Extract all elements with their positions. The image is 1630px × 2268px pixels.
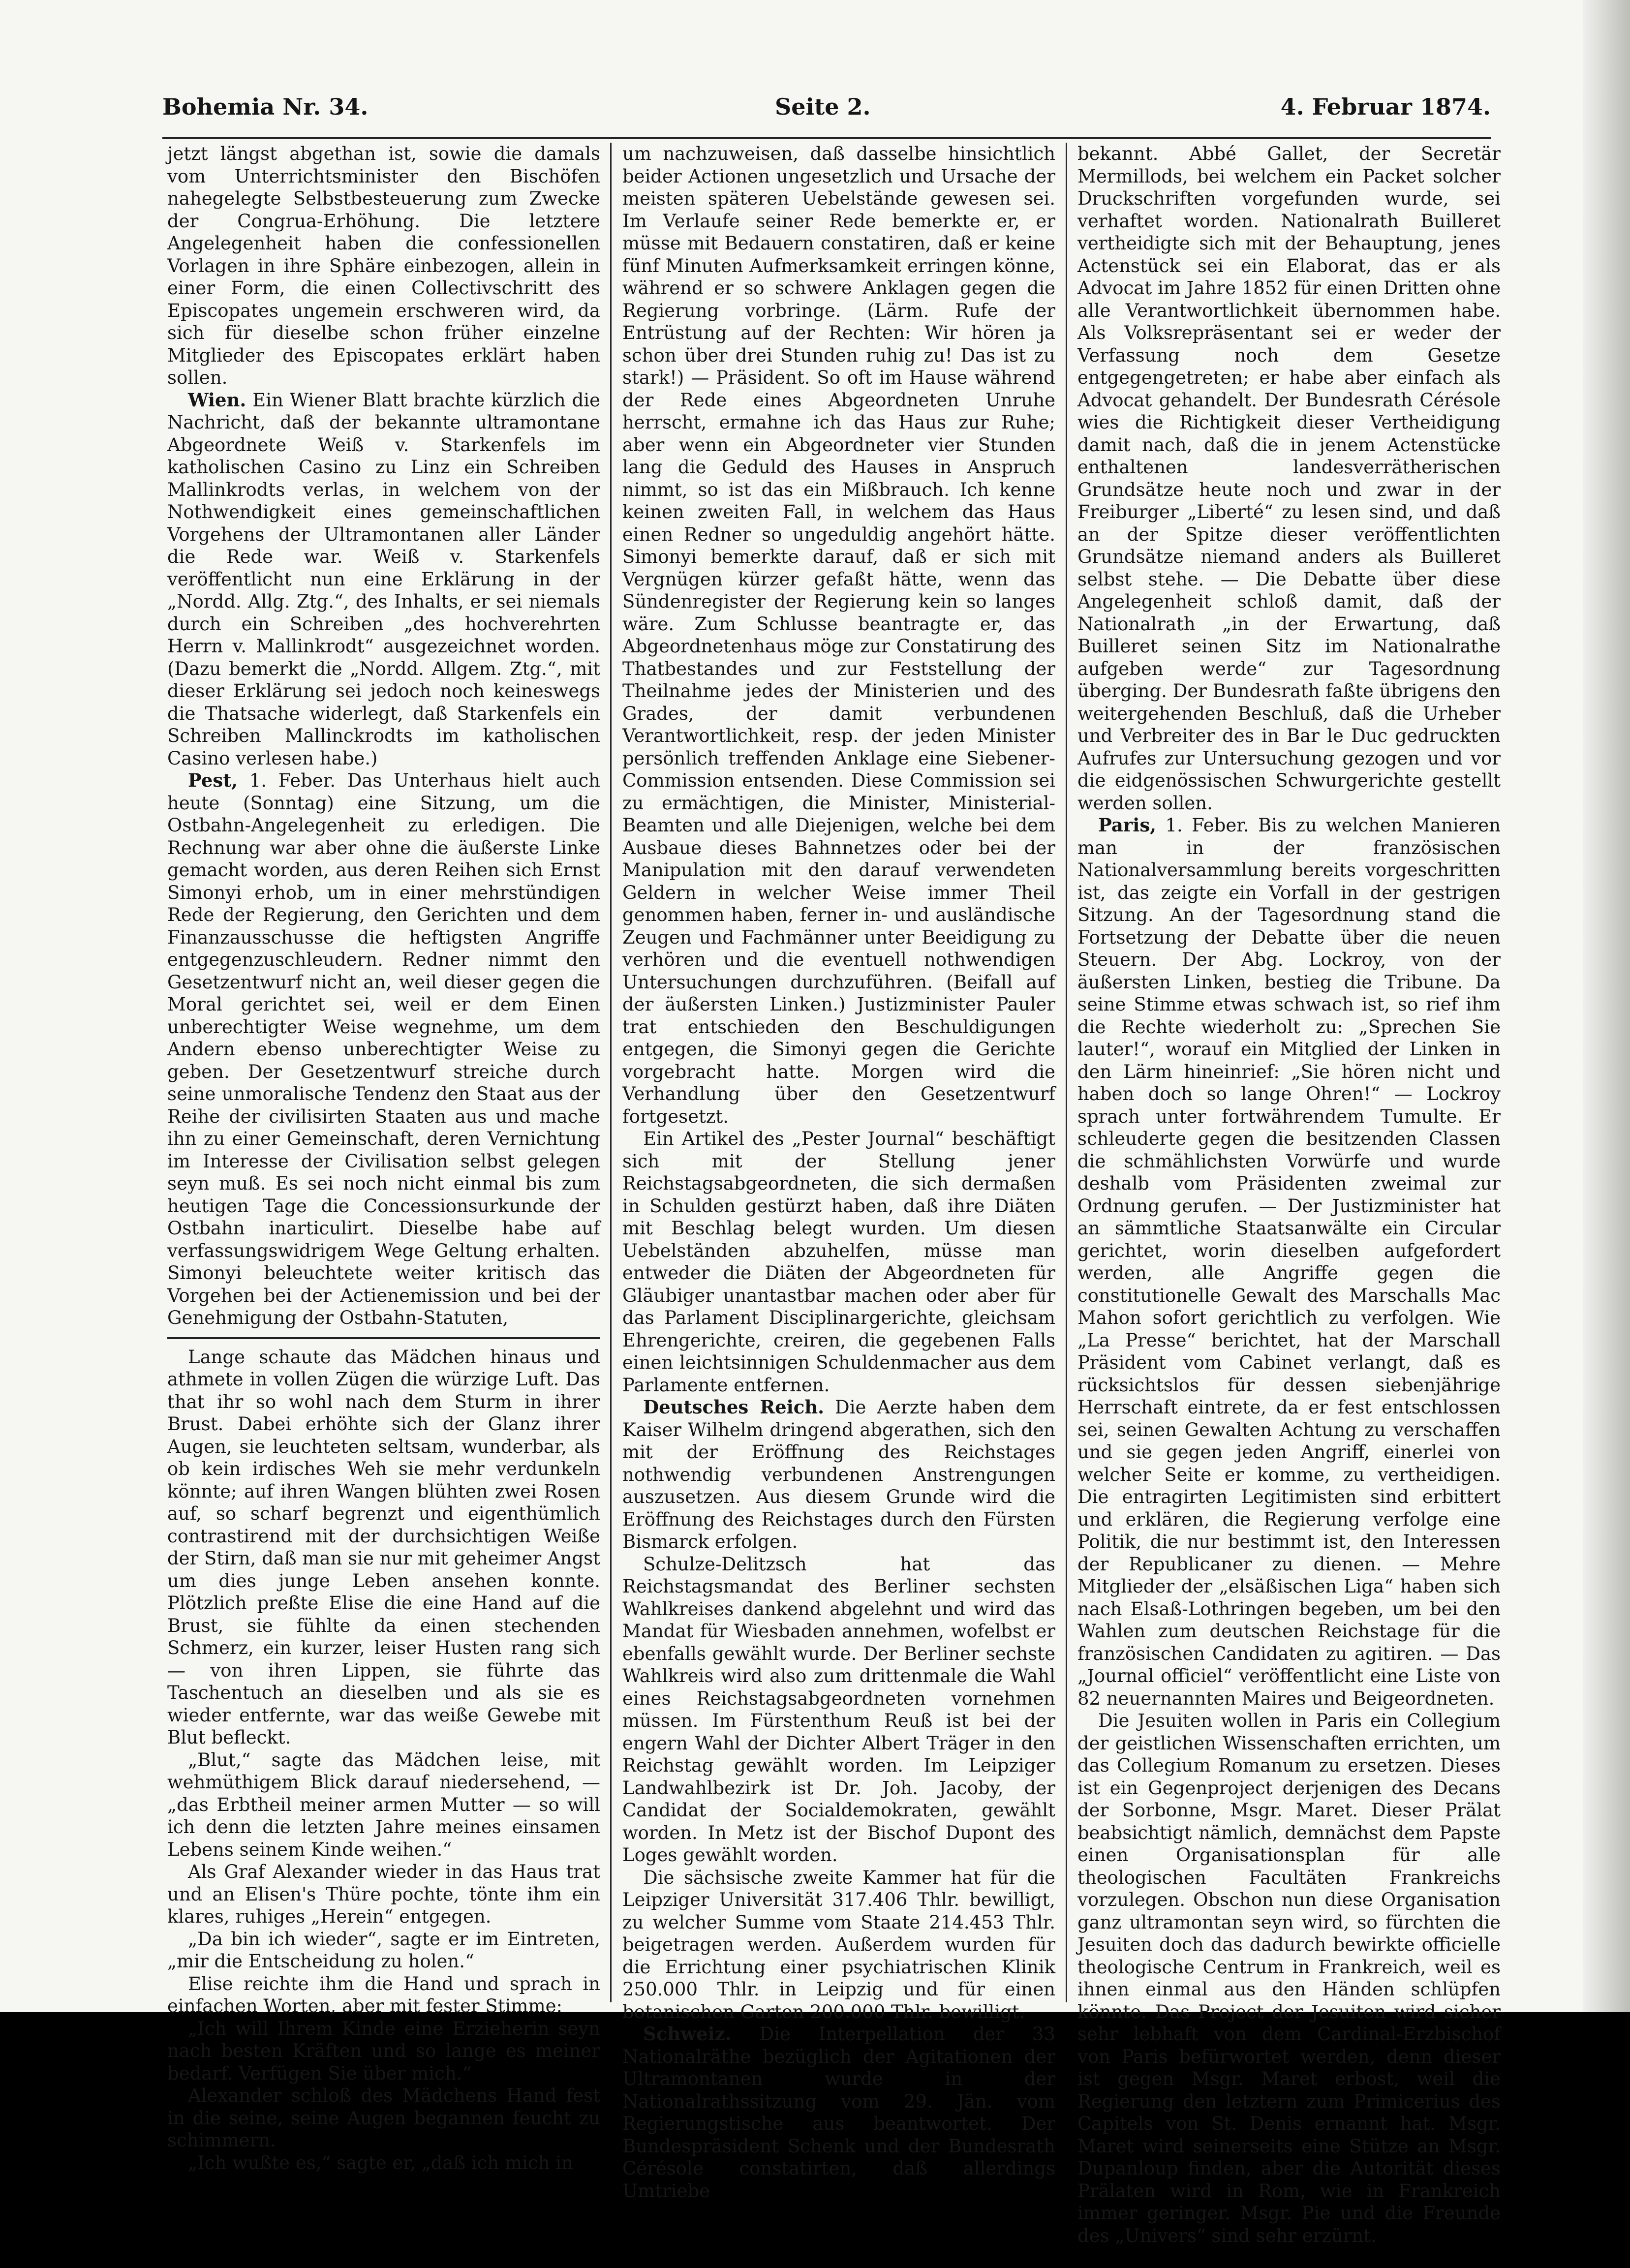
feuilleton-paragraph: Als Graf Alexander wieder in das Haus trat und an Elisen's Thüre pochte, tönte ihm ein klares, ruhiges „Herein“ entgegen.: [167, 1861, 600, 1927]
column-divider: [610, 143, 612, 2002]
column-3: [1077, 143, 1501, 2246]
column-1: [167, 143, 601, 2174]
page-number: Seite 2.: [775, 93, 871, 120]
article-paragraph: [622, 2023, 1055, 2202]
article-paragraph: Ein Artikel des „Pester Journal“ beschäftigt sich mit der Stellung jener Reichstagsabgeordneten, die sich dermaßen in Schulden gestürzt haben, daß ihre Diäten mit Beschlag belegt wurden. Um diesen Uebelständen abzuhelfen, müsse man entweder die Diäten der Abgeordneten für Gläubiger unantastbar machen oder aber für das Parlament Disciplinargerichte, gleichsam Ehrengerichte, creiren, die gegebenen Falls einen leichtsinnigen Schuldenmacher aus dem Parlamente entfernen.: [622, 1128, 1055, 1396]
feuilleton-divider: [167, 1337, 600, 1339]
article-paragraph: [167, 769, 600, 1329]
issue-date: 4. Februar 1874.: [1280, 93, 1491, 120]
dateline: Pest,: [188, 769, 238, 791]
article-text: Die Interpellation der 33 Nationalräthe bezüglich der Agitationen der Ultramontanen wurde in der Nationalrathssitzung vom 29. Jän. vom Regierungstische aus beantwortet. Der Bundespräsident Schenk und der Bundesrath Cérésole constatirten, daß allerdings Umtriebe: [622, 2023, 1055, 2202]
column-2: [622, 143, 1055, 2202]
article-paragraph: Die sächsische zweite Kammer hat für die Leipziger Universität 317.406 Thlr. bewilligt, zu welcher Summe vom Staate 214.453 Thlr. beigetragen werden. Außerdem wurden für die Errichtung einer psychiatrischen Klinik 250.000 Thlr. in Leipzig und für einen botanischen Garten 200.000 Thlr. bewilligt.: [622, 1867, 1055, 2023]
dateline: Wien.: [188, 389, 246, 411]
header-rule: [162, 137, 1491, 139]
page-header: [162, 89, 1491, 133]
article-paragraph: Die Jesuiten wollen in Paris ein Collegium der geistlichen Wissenschaften errichten, um das Collegium Romanum zu ersetzen. Dieses ist ein Gegenproject derjenigen des Decans der Sorbonne, Msgr. Maret. Dieser Prälat beabsichtigt nämlich, demnächst dem Papste einen Organisationsplan für alle theologischen Facultäten Frankreichs vorzulegen. Obschon nun diese Organisation ganz ultramontan seyn wird, so fürchten die Jesuiten doch das dadurch bewirkte officielle theologische Centrum in Frankreich, weil es ihnen einmal aus den Händen schlüpfen könnte. Das Project der Jesuiten wird sicher sehr lebhaft von dem Cardinal-Erzbischof von Paris befürwortet werden, denn dieser ist gegen Msgr. Maret erbost, weil die Regierung den letztern zum Primicerius des Capitels von St. Denis ernannt hat. Msgr. Maret wird seinerseits eine Stütze an Msgr. Dupanloup finden, aber die Autorität dieses Prälaten wird in Rom, wie in Frankreich immer geringer. Msgr. Pie und die Freunde des „Univers“ sind sehr erzürnt.: [1077, 1710, 1501, 2246]
dateline: Schweiz.: [643, 2023, 732, 2045]
feuilleton-paragraph: „Ich wußte es,“ sagte er, „daß ich mich in: [188, 2152, 573, 2174]
article-paragraph: [1077, 814, 1501, 1710]
feuilleton-paragraph: „Ich will Ihrem Kinde eine Erzieherin seyn nach besten Kräften und so lange es meiner bedarf. Verfügen Sie über mich.“: [167, 2018, 600, 2084]
feuilleton-paragraph: Elise reichte ihm die Hand und sprach in einfachen Worten, aber mit fester Stimme:: [167, 1973, 600, 2017]
article-text: Ein Wiener Blatt brachte kürzlich die Nachricht, daß der bekannte ultramontane Abgeordnete Weiß v. Starkenfels im katholischen Casino zu Linz ein Schreiben Mallinkrodts verlas, in welchem von der Nothwendigkeit eines gemeinschaftlichen Vorgehens der Ultramontanen aller Länder die Rede war. Weiß v. Starkenfels veröffentlicht nun eine Erklärung in der „Nordd. Allg. Ztg.“, des Inhalts, er sei niemals durch ein Schreiben „des hochverehrten Herrn v. Mallinkrodt“ ausgezeichnet worden. (Dazu bemerkt die „Nordd. Allgem. Ztg.“, mit dieser Erklärung sei jedoch noch keineswegs die Thatsache widerlegt, daß Starkenfels ein Schreiben Mallinckrodts im katholischen Casino verlesen habe.): [167, 389, 600, 769]
dateline: Paris,: [1098, 814, 1157, 836]
dateline: Deutsches Reich.: [643, 1396, 825, 1418]
article-paragraph: [622, 1396, 1055, 1553]
masthead-title: Bohemia Nr. 34.: [162, 93, 369, 120]
feuilleton-paragraph: Alexander schloß des Mädchens Hand fest in die seine, seine Augen begannen feucht zu schimmern.: [167, 2085, 600, 2151]
article-paragraph: jetzt längst abgethan ist, sowie die damals vom Unterrichtsminister den Bischöfen nahegelegte Selbstbesteuerung zum Zwecke der Congrua-Erhöhung. Die letztere Angelegenheit haben die confessionellen Vorlagen in ihre Sphäre einbezogen, allein in einer Form, die einen Collectivschritt des Episcopates ungemein erschweren wird, da sich für dieselbe schon früher einzelne Mitglieder des Episcopates erklärt haben sollen.: [167, 143, 600, 388]
article-text: 1. Feber. Das Unterhaus hielt auch heute (Sonntag) eine Sitzung, um die Ostbahn-Angelegenheit zu erledigen. Die Rechnung war aber ohne die äußerste Linke gemacht worden, aus deren Reihen sich Ernst Simonyi erhob, um in einer mehrstündigen Rede der Regierung, den Gerichten und dem Finanzausschusse die heftigsten Angriffe entgegenzuschleudern. Redner nimmt den Gesetzentwurf nicht an, weil dieser gegen die Moral gerichtet sei, weil er dem Einen unberechtigter Weise wegnehme, um dem Andern ebenso unberechtigter Weise zu geben. Der Gesetzentwurf streiche durch seine unmoralische Tendenz den Staat aus der Reihe der civilisirten Staaten aus und mache ihn zu einer Gemeinschaft, deren Vernichtung im Interesse der Civilisation selbst gelegen seyn muß. Es sei noch nicht einmal bis zum heutigen Tage die Concessionsurkunde der Ostbahn inarticulirt. Dieselbe habe auf verfassungswidrigem Wege Geltung erhalten. Simonyi beleuchtete weiter kritisch das Vorgehen bei der Actienemission und bei der Genehmigung der Ostbahn-Statuten,: [167, 770, 601, 1328]
feuilleton-paragraph: „Da bin ich wieder“, sagte er im Eintreten, „mir die Entscheidung zu holen.“: [167, 1928, 600, 1972]
article-paragraph: bekannt. Abbé Gallet, der Secretär Mermillods, bei welchem ein Packet solcher Druckschriften vorgefunden wurde, sei verhaftet worden. Nationalrath Builleret vertheidigte sich mit der Behauptung, jenes Actenstück sei ein Elaborat, das er als Advocat im Jahre 1852 für einen Dritten ohne alle Verantwortlichkeit übernommen habe. Als Volksrepräsentant sei er weder der Verfassung noch dem Gesetze entgegengetreten; er habe aber einfach als Advocat gehandelt. Der Bundesrath Cérésole wies die Richtigkeit dieser Vertheidigung damit nach, daß die in jenem Actenstücke enthaltenen landesverrätherischen Grundsätze heute noch und zwar in der Freiburger „Liberté“ zu lesen sind, und daß an der Spitze dieser veröffentlichten Grundsätze niemand anders als Builleret selbst stehe. — Die Debatte über diese Angelegenheit schloß damit, daß der Nationalrath „in der Erwartung, daß Builleret seinen Sitz im Nationalrathe aufgeben werde“ zur Tagesordnung überging. Der Bundesrath faßte übrigens den weitergehenden Beschluß, daß die Urheber und Verbreiter des in Bar le Duc gedruckten Aufrufes zur Untersuchung gezogen und vor die eidgenössischen Schwurgerichte gestellt werden sollen.: [1077, 143, 1501, 814]
article-paragraph: Schulze-Delitzsch hat das Reichstagsmandat des Berliner sechsten Wahlkreises dankend abgelehnt und wird das Mandat für Wiesbaden annehmen, wofelbst er ebenfalls gewählt wurde. Der Berliner sechste Wahlkreis wird also zum drittenmale die Wahl eines Reichstagsabgeordneten vornehmen müssen. Im Fürstenthum Reuß ist bei der engern Wahl der Dichter Albert Träger in den Reichstag gewählt worden. Im Leipziger Landwahlbezirk ist Dr. Joh. Jacoby, der Candidat der Socialdemokraten, gewählt worden. In Metz ist der Bischof Dupont des Loges gewählt worden.: [622, 1553, 1055, 1866]
article-text: 1. Feber. Bis zu welchen Manieren man in der französischen Nationalversammlung bereits vorgeschritten ist, das zeigte ein Vorfall in der gestrigen Sitzung. An der Tagesordnung stand die Fortsetzung der Debatte über die neuen Steuern. Der Abg. Lockroy, von der äußersten Linken, bestieg die Tribune. Da seine Stimme etwas schwach ist, so rief ihm die Rechte wiederholt zu: „Sprechen Sie lauter!“, worauf ein Mitglied der Linken in den Lärm hineinrief: „Sie hören nicht und haben doch so lange Ohren!“ — Lockroy sprach unter fortwährendem Tumulte. Er schleuderte gegen die besitzenden Classen die schmählichsten Vorwürfe und wurde deshalb vom Präsidenten zweimal zur Ordnung gerufen. — Der Justizminister hat an sämmtliche Staatsanwälte ein Circular gerichtet, worin dieselben aufgefordert werden, alle Angriffe gegen die constitutionelle Gewalt des Marschalls Mac Mahon sofort gerichtlich zu verfolgen. Wie „La Presse“ berichtet, hat der Marschall Präsident vom Cabinet verlangt, daß es rücksichtslos für dessen siebenjährige Herrschaft eintrete, da er fest entschlossen sei, seinen Gewalten Achtung zu verschaffen und sie gegen jeden Angriff, einerlei von welcher Seite er komme, zu vertheidigen. Die entragirten Legitimisten sind erbittert und erklären, die Regierung verfolge eine Politik, die nur bestimmt ist, den Interessen der Republicaner zu dienen. — Mehre Mitglieder der „elsäßischen Liga“ haben sich nach Elsaß-Lothringen begeben, um bei den Wahlen zum deutschen Reichstage für die französischen Candidaten zu agitiren. — Das „Journal officiel“ veröffentlicht eine Liste von 82 neuernannten Maires und Beigeordneten.: [1077, 815, 1501, 1709]
article-text: Die Aerzte haben dem Kaiser Wilhelm dringend abgerathen, sich den mit der Eröffnung des Reichstages nothwendig verbundenen Anstrengungen auszusetzen. Aus diesem Grunde wird die Eröffnung des Reichstages durch den Fürsten Bismarck erfolgen.: [622, 1397, 1055, 1552]
article-paragraph: um nachzuweisen, daß dasselbe hinsichtlich beider Actionen ungesetzlich und Ursache der meisten späteren Uebelstände gewesen sei. Im Verlaufe seiner Rede bemerkte er, er müsse mit Bedauern constatiren, daß er keine fünf Minuten Aufmerksamkeit erringen könne, während er so schwere Anklagen gegen die Regierung vorbringe. (Lärm. Rufe der Entrüstung auf der Rechten: Wir hören ja schon über drei Stunden ruhig zu! Das ist zu stark!) — Präsident. So oft im Hause während der Rede eines Abgeordneten Unruhe herrscht, ermahne ich das Haus zur Ruhe; aber wenn ein Abgeordneter vier Stunden lang die Geduld des Hauses in Anspruch nimmt, so ist das ein Mißbrauch. Ich kenne keinen zweiten Fall, in welchem das Haus einen Redner so ungeduldig angehört hätte. Simonyi bemerkte darauf, daß er sich mit Vergnügen kürzer gefaßt hätte, wenn das Sündenregister der Regierung kein so langes wäre. Zum Schlusse beantragte er, das Abgeordnetenhaus möge zur Constatirung des Thatbestandes und zur Feststellung der Theilnahme jedes der Ministerien und des Grades, der damit verbundenen Verantwortlichkeit, resp. der jeden Minister persönlich treffenden Anklage eine Siebener-Commission entsenden. Diese Commission sei zu ermächtigen, die Minister, Ministerial-Beamten und alle Diejenigen, welche bei dem Ausbaue dieses Bahnnetzes oder bei der Manipulation mit den darauf verwendeten Geldern in welcher Weise immer Theil genommen haben, ferner in- und ausländische Zeugen und Fachmänner unter Beeidigung zu verhören und die eventuell nothwendigen Untersuchungen durchzuführen. (Beifall auf der äußersten Linken.) Justizminister Pauler trat entschieden den Beschuldigungen entgegen, die Simonyi gegen die Gerichte vorgebracht hatte. Morgen wird die Verhandlung über den Gesetzentwurf fortgesetzt.: [622, 143, 1055, 1127]
article-paragraph: [167, 389, 600, 770]
column-divider: [1066, 143, 1067, 2002]
feuilleton-paragraph: Lange schaute das Mädchen hinaus und athmete in vollen Zügen die würzige Luft. Das that ihr so wohl nach dem Sturm in ihrer Brust. Dabei erhöhte sich der Glanz ihrer Augen, sie leuchteten seltsam, wunderbar, als ob kein irdisches Weh sie mehr verdunkeln könnte; auf ihren Wangen blühten zwei Rosen auf, so scharf begrenzt und eigenthümlich contrastirend mit der durchsichtigen Weiße der Stirn, daß man sie nur mit geheimer Angst um dies junge Leben ansehen konnte. Plötzlich preßte Elise die eine Hand auf die Brust, sie fühlte da einen stechenden Schmerz, ein kurzer, leiser Husten rang sich — von ihren Lippen, sie führte das Taschentuch an dieselben und als sie es wieder entfernte, war das weiße Gewebe mit Blut befleckt.: [167, 1346, 600, 1748]
feuilleton-paragraph: „Blut,“ sagte das Mädchen leise, mit wehmüthigem Blick darauf niedersehend, — „das Erbtheil meiner armen Mutter — so will ich denn die letzten Jahre meines einsamen Lebens seinem Kinde weihen.“: [167, 1749, 600, 1860]
page-edge-shadow: [1583, 0, 1630, 2012]
